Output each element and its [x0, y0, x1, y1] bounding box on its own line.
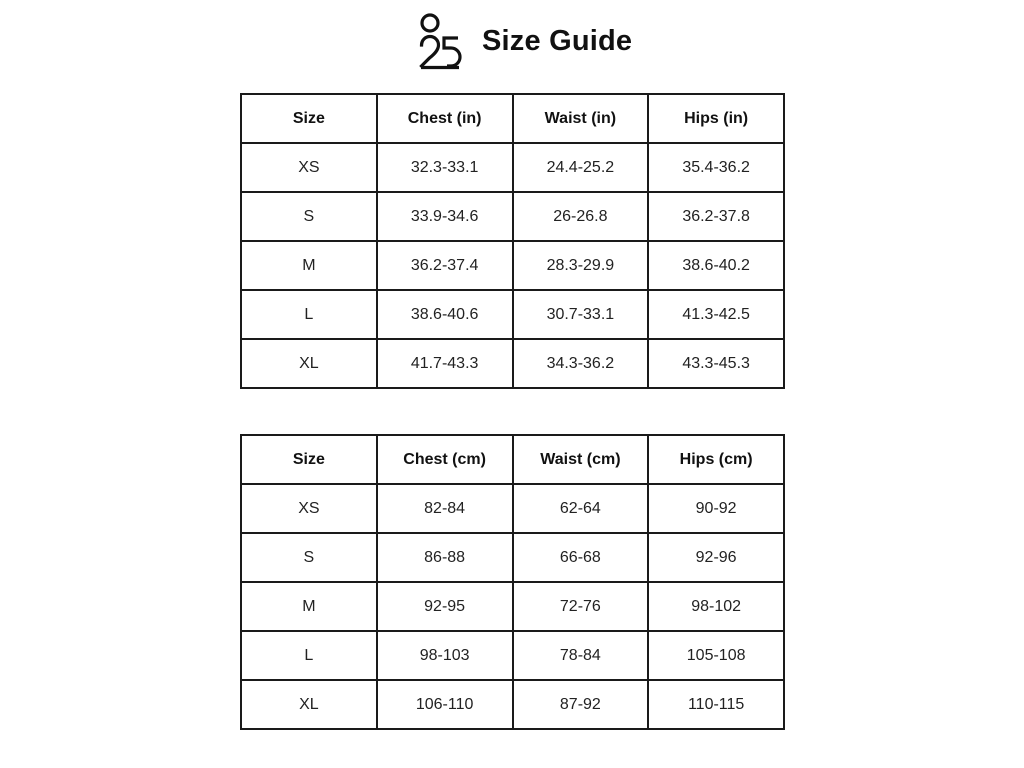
- cell-size: M: [241, 241, 377, 290]
- cell-waist: 34.3-36.2: [513, 339, 649, 388]
- cell-chest: 86-88: [377, 533, 513, 582]
- header-cell-waist: Waist (in): [513, 94, 649, 143]
- table-row: [241, 241, 784, 290]
- table-row: [241, 484, 784, 533]
- page-header: [418, 12, 632, 70]
- cell-chest: 106-110: [377, 680, 513, 729]
- table-row: [241, 143, 784, 192]
- cell-waist: 30.7-33.1: [513, 290, 649, 339]
- size-table-cm: [240, 434, 785, 730]
- cell-waist: 28.3-29.9: [513, 241, 649, 290]
- header-cell-waist: Waist (cm): [513, 435, 649, 484]
- cell-waist: 24.4-25.2: [513, 143, 649, 192]
- cell-chest: 92-95: [377, 582, 513, 631]
- header-cell-size: Size: [241, 94, 377, 143]
- cell-hips: 36.2-37.8: [648, 192, 784, 241]
- header-cell-hips: Hips (cm): [648, 435, 784, 484]
- cell-size: M: [241, 582, 377, 631]
- header-cell-chest: Chest (in): [377, 94, 513, 143]
- cell-size: L: [241, 631, 377, 680]
- cell-hips: 92-96: [648, 533, 784, 582]
- cell-hips: 90-92: [648, 484, 784, 533]
- table-row: [241, 631, 784, 680]
- cell-waist: 87-92: [513, 680, 649, 729]
- cell-chest: 98-103: [377, 631, 513, 680]
- cell-size: XL: [241, 339, 377, 388]
- cell-waist: 26-26.8: [513, 192, 649, 241]
- brand-logo: [418, 12, 464, 70]
- cell-size: S: [241, 192, 377, 241]
- cell-hips: 35.4-36.2: [648, 143, 784, 192]
- cell-size: XS: [241, 143, 377, 192]
- table-row: [241, 339, 784, 388]
- cell-hips: 110-115: [648, 680, 784, 729]
- cell-size: L: [241, 290, 377, 339]
- cell-waist: 66-68: [513, 533, 649, 582]
- cell-chest: 32.3-33.1: [377, 143, 513, 192]
- cell-waist: 62-64: [513, 484, 649, 533]
- cell-hips: 41.3-42.5: [648, 290, 784, 339]
- header-cell-chest: Chest (cm): [377, 435, 513, 484]
- table-header-row: [241, 435, 784, 484]
- header-cell-size: Size: [241, 435, 377, 484]
- table-row: [241, 192, 784, 241]
- cell-size: XS: [241, 484, 377, 533]
- cell-waist: 78-84: [513, 631, 649, 680]
- cell-hips: 98-102: [648, 582, 784, 631]
- cell-size: S: [241, 533, 377, 582]
- cell-waist: 72-76: [513, 582, 649, 631]
- cell-chest: 36.2-37.4: [377, 241, 513, 290]
- header-cell-hips: Hips (in): [648, 94, 784, 143]
- cell-chest: 82-84: [377, 484, 513, 533]
- cell-size: XL: [241, 680, 377, 729]
- cell-hips: 105-108: [648, 631, 784, 680]
- cell-chest: 33.9-34.6: [377, 192, 513, 241]
- table-row: [241, 582, 784, 631]
- size-table-inches: [240, 93, 785, 389]
- table-row: [241, 290, 784, 339]
- cell-chest: 38.6-40.6: [377, 290, 513, 339]
- cell-hips: 38.6-40.2: [648, 241, 784, 290]
- table-row: [241, 680, 784, 729]
- table-header-row: [241, 94, 784, 143]
- cell-chest: 41.7-43.3: [377, 339, 513, 388]
- table-row: [241, 533, 784, 582]
- cell-hips: 43.3-45.3: [648, 339, 784, 388]
- page-title: Size Guide: [482, 24, 633, 57]
